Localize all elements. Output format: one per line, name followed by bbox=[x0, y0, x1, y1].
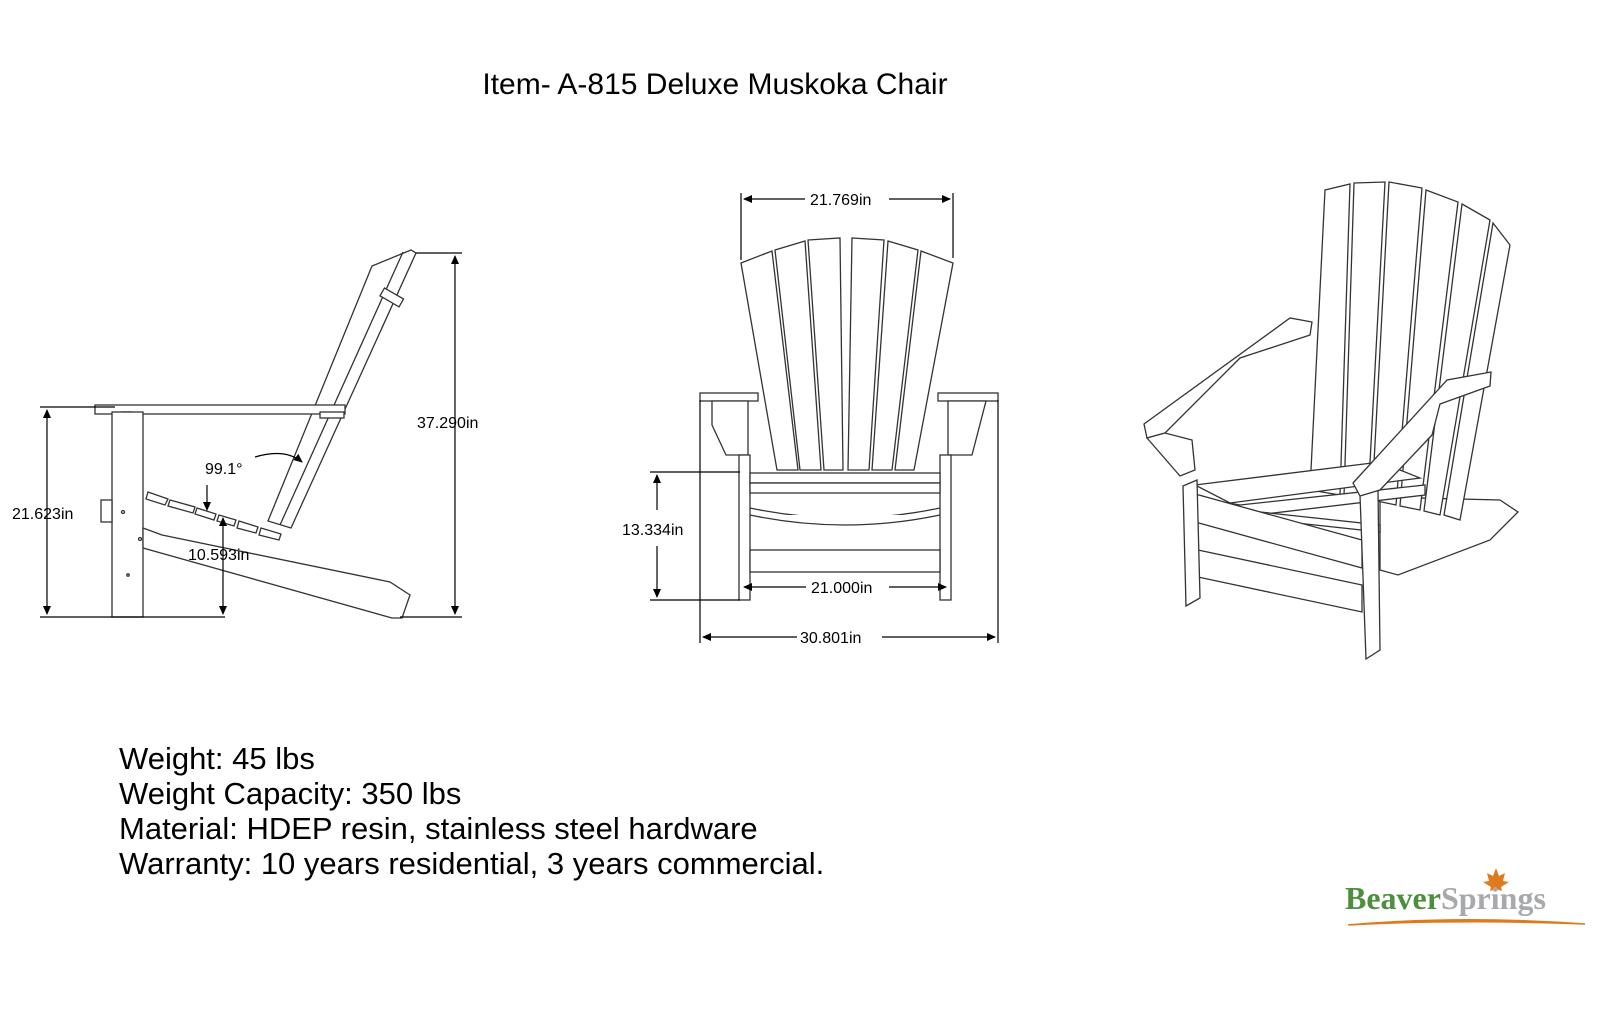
front-top-width-label: 21.769in bbox=[810, 192, 872, 209]
front-seat-height-label: 13.334in bbox=[622, 522, 684, 539]
page-title: Item- A-815 Deluxe Muskoka Chair bbox=[482, 68, 948, 101]
front-view bbox=[700, 238, 998, 600]
brand-logo bbox=[1345, 868, 1585, 938]
logo-text-springs: Springs bbox=[1440, 880, 1546, 916]
front-overall-width-label: 30.801in bbox=[800, 630, 862, 647]
spec-material: Material: HDEP resin, stainless steel hardware bbox=[119, 811, 758, 846]
specifications bbox=[119, 741, 824, 881]
perspective-view bbox=[1144, 182, 1518, 659]
side-angle-label: 99.1° bbox=[205, 461, 243, 478]
logo-text-beaver: Beaver bbox=[1345, 880, 1441, 916]
side-view bbox=[95, 250, 416, 618]
side-seat-height-label: 10.593in bbox=[188, 547, 250, 564]
spec-weight: Weight: 45 lbs bbox=[119, 741, 315, 776]
front-seat-width-label: 21.000in bbox=[811, 580, 873, 597]
side-height-label: 21.623in bbox=[12, 506, 74, 523]
side-overall-height-label: 37.290in bbox=[417, 415, 479, 432]
spec-warranty: Warranty: 10 years residential, 3 years commercial. bbox=[119, 846, 825, 881]
spec-capacity: Weight Capacity: 350 lbs bbox=[119, 776, 462, 811]
